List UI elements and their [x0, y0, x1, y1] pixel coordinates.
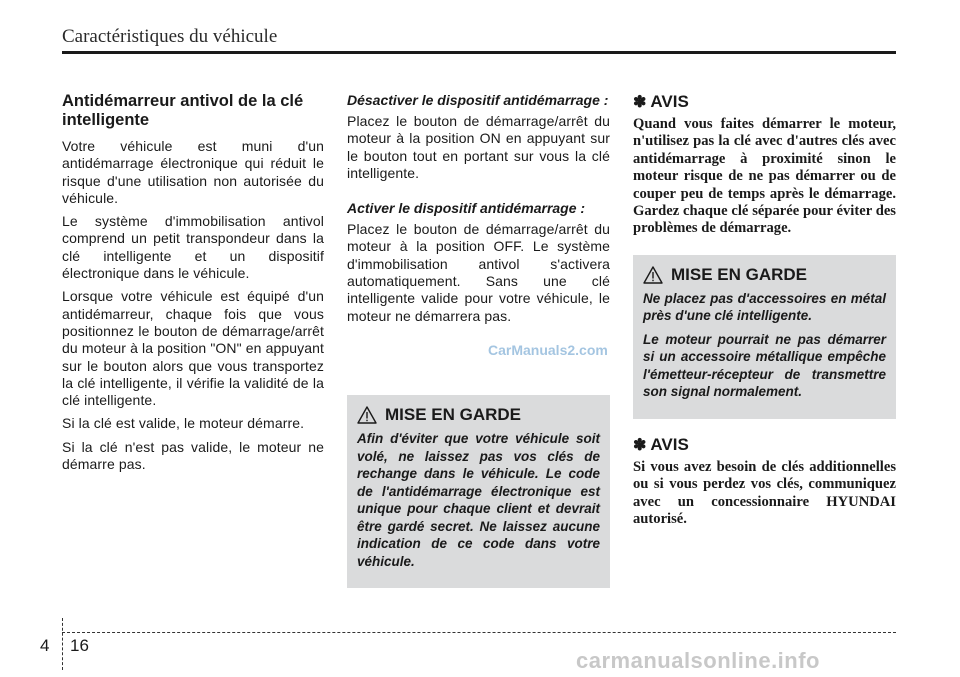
chapter-number: 4	[40, 636, 50, 655]
watermark-middle: CarManuals2.com	[488, 342, 608, 358]
asterisk-icon: ✽	[633, 436, 647, 454]
caution-text: Ne placez pas d'accessoires en métal près d'une clé intelligente.	[643, 290, 886, 324]
header-rule	[62, 51, 896, 54]
avis-label: AVIS	[650, 92, 689, 111]
activate-text: Placez le bouton de démarrage/arrêt du moteur à la position OFF. Le système d'immobilisation antivol s'activera automatiquement. Sans une clé intelligente valide pour votre véhicule, le moteur ne démarrera pas.	[347, 221, 610, 324]
watermark-bottom: carmanualsonline.info	[576, 648, 820, 673]
body-paragraph: Si la clé est valide, le moteur démarre.	[62, 415, 305, 432]
body-paragraph: Si la clé n'est pas valide, le moteur ne démarre pas.	[62, 438, 324, 473]
caution-header	[643, 265, 886, 285]
page-number: 16	[70, 636, 89, 655]
footer-divider	[62, 618, 63, 670]
column-1	[62, 92, 324, 479]
caution-text: Le moteur pourrait ne pas démarrer si un accessoire métallique empêche l'émetteur-récepteur de transmettre son signal normalement.	[643, 331, 886, 400]
body-paragraph: Le système d'immobilisation antivol comprend un petit transpondeur dans la clé intelligente et un dispositif électronique dans le véhicule.	[62, 213, 324, 282]
avis-label: AVIS	[650, 434, 689, 454]
deactivate-heading: Désactiver le dispositif antidémarrage :	[347, 92, 609, 108]
avis-text: Quand vous faites démarrer le moteur, n'utilisez pas la clé avec d'autres clés avec antidémarrage à proximité sinon le moteur risque de ne pas démarrer ou de couper peu de temps après le démarrage. Gardez chaque clé séparée pour éviter des problèmes de démarrage.	[633, 116, 896, 237]
avis-heading	[633, 92, 896, 112]
asterisk-icon: ✽	[633, 94, 647, 111]
column-2	[347, 92, 610, 331]
caution-text: Afin d'éviter que votre véhicule soit volé, ne laissez pas vos clés de rechange dans le véhicule. Le code de l'antidémarrage électronique est unique pour chaque client et devrait être gardé secret. Ne laissez aucune indication de ce code dans votre véhicule.	[357, 431, 600, 569]
footer-rule	[62, 632, 896, 633]
page-header-title: Caractéristiques du véhicule	[62, 26, 278, 47]
caution-label: MISE EN GARDE	[385, 405, 522, 424]
body-paragraph: Lorsque votre véhicule est équipé d'un antidémarreur, chaque fois que vous positionnez le bouton de démarrage/arrêt du moteur à la position "ON" en appuyant sur le bouton alors que vous transportez la clé intelligente, il vérifie la validité de la clé intelligente.	[62, 288, 324, 409]
warning-triangle-icon	[357, 406, 377, 424]
deactivate-text: Placez le bouton de démarrage/arrêt du moteur à la position ON en appuyant sur le bouton tout en portant sur vous la clé intelligente.	[347, 113, 610, 181]
avis-text: Si vous avez besoin de clés additionnelles ou si vous perdez vos clés, communiquez avec un concessionnaire HYUNDAI autorisé.	[633, 458, 896, 528]
caution-box-metal	[633, 255, 896, 419]
caution-label: MISE EN GARDE	[671, 264, 808, 284]
avis-heading	[633, 435, 896, 455]
column-3	[633, 92, 896, 528]
caution-header	[357, 405, 600, 425]
warning-triangle-icon	[643, 266, 663, 284]
section-heading: Antidémarreur antivol de la clé intelligente	[62, 92, 304, 129]
activate-heading: Activer le dispositif antidémarrage :	[347, 200, 586, 217]
caution-box-theft	[347, 395, 610, 588]
body-paragraph: Votre véhicule est muni d'un antidémarrage électronique qui réduit le risque d'une utilisation non autorisée du véhicule.	[62, 138, 324, 206]
